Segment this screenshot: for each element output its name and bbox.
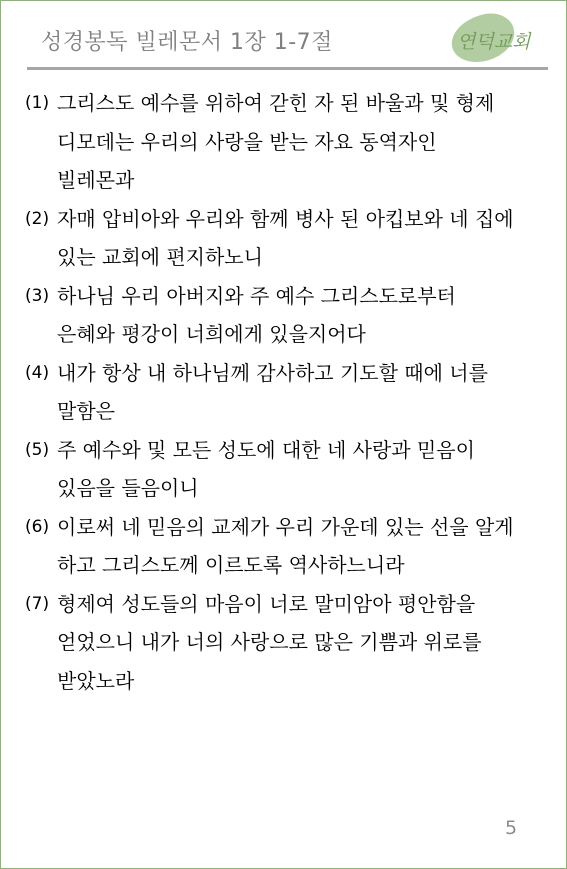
verse-item: [25, 508, 555, 585]
verse-number: (7): [25, 593, 50, 614]
verse-line: 말함은: [57, 399, 115, 423]
verse-number: (6): [25, 516, 50, 537]
verse-number: (1): [25, 93, 50, 113]
verse-text: [57, 277, 555, 354]
verse-item: [25, 277, 555, 354]
verse-line: 빌레몬과: [57, 168, 135, 192]
verse-line: 디모데는 우리의 사랑을 받는 자요 동역자인: [57, 129, 437, 154]
verse-list: [25, 84, 555, 700]
verse-text: [57, 354, 555, 431]
verse-text: [57, 84, 555, 200]
verse-number: (4): [25, 362, 50, 383]
church-logo: [449, 11, 554, 67]
page-title: 성경봉독 빌레몬서 1장 1-7절: [41, 30, 333, 55]
page-number: 5: [505, 817, 518, 839]
verse-item: [25, 84, 555, 200]
verse-text: [57, 200, 555, 277]
verse-line: 있는 교회에 편지하노니: [57, 245, 263, 269]
verse-number: (2): [25, 208, 50, 229]
verse-line: 하나님 우리 아버지와 주 예수 그리스도로부터: [57, 283, 456, 308]
verse-line: 있음을 들음이니: [57, 476, 199, 500]
verse-item: [25, 585, 555, 701]
verse-item: [25, 200, 555, 277]
verse-line: 하고 그리스도께 이르도록 역사하느니라: [57, 553, 405, 577]
verse-line: 은혜와 평강이 너희에게 있을지어다: [57, 322, 366, 346]
verse-item: [25, 431, 555, 508]
verse-line: 얻었으니 내가 너의 사랑으로 많은 기쁨과 위로를: [57, 630, 482, 654]
verse-line: 주 예수와 및 모든 성도에 대한 네 사랑과 믿음이: [57, 437, 475, 462]
verse-line: 그리스도 예수를 위하여 갇힌 자 된 바울과 및 형제: [57, 91, 495, 115]
verse-number: (5): [25, 439, 50, 460]
verse-text: [57, 585, 555, 701]
header-divider: [27, 67, 548, 70]
verse-number: (3): [25, 285, 50, 306]
verse-line: 받았노라: [57, 668, 135, 693]
verse-item: [25, 354, 555, 431]
verse-line: 내가 항상 내 하나님께 감사하고 기도할 때에 너를: [57, 360, 488, 385]
verse-text: [57, 508, 555, 585]
church-logo-text: 연덕교회: [457, 31, 531, 53]
verse-line: 이로써 네 믿음의 교제가 우리 가운데 있는 선을 알게: [57, 514, 514, 539]
verse-line: 자매 압비아와 우리와 함께 병사 된 아킵보와 네 집에: [57, 206, 514, 231]
verse-text: [57, 431, 555, 508]
verse-line: 형제여 성도들의 마음이 너로 말미암아 평안함을: [57, 591, 476, 616]
